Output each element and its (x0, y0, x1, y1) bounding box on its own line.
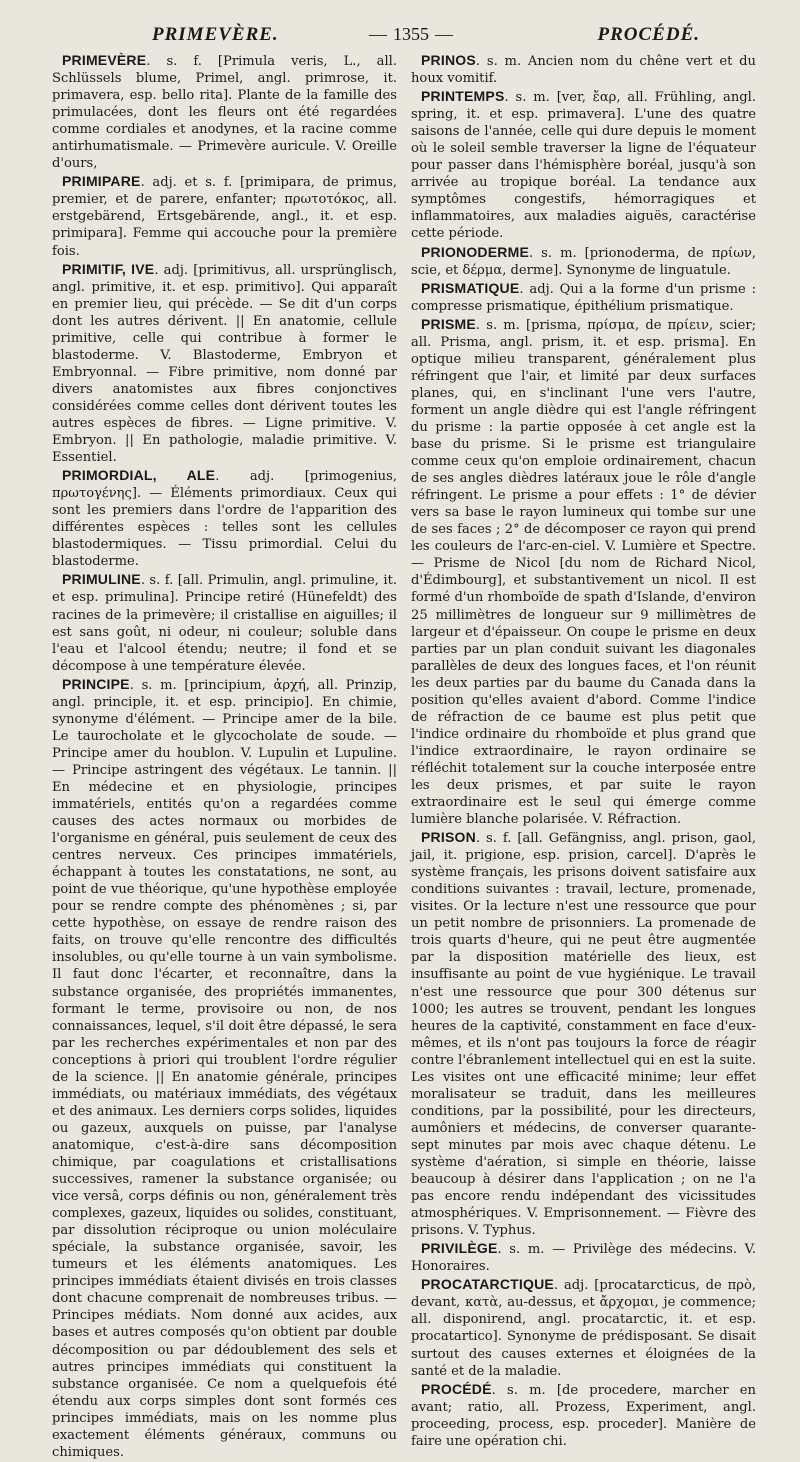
dictionary-entry (411, 280, 756, 315)
entry-body: . s. m. [de procedere, marcher en avant; ratio, all. Prozess, Experiment, angl. proceeding, process, esp. proceder]. Manière de faire une opération chi. (411, 1382, 756, 1449)
entry-headword: PRIMIPARE (62, 173, 141, 190)
entry-body: . s. m. [principium, ἀρχή, all. Prinzip, angl. principle, it. et esp. principio]. En chimie, synonyme d'élément. — Principe amer de la bile. Le taurocholate et le glycocholate de soude. — Principe amer du houblon. V. Lupulin et Lupuline. — Principe astringent des végétaux. Le tannin. || En médecine et en physiologie, principes immatériels, entités qu'on a regardées comme causes des actes normaux ou morbides de l'organisme en général, puis seulement de ceux des centres nerveux. Ces principes immatériels, échappant à toutes les constatations, ne sont, au point de vue théorique, qu'une hypothèse employée pour se rendre compte des phénomènes ; si, par cette hypothèse, on essaye de rendre raison des faits, on trouve qu'elle rencontre des difficultés insolubles, ou qu'elle tourne à un vain symbolisme. Il faut donc l'écarter, et reconnaître, dans la substance organisée, des propriétés immanentes, formant le terme, provisoire ou non, de nos connaissances, lequel, s'il doit être dépassé, le sera par les recherches expérimentales et non par des conceptions à priori qui troublent l'ordre régulier de la science. || En anatomie générale, principes immédiats, ou matériaux immédiats, des végétaux et des animaux. Les derniers corps solides, liquides ou gazeux, auxquels on puisse, par l'analyse anatomique, c'est-à-dire sans décomposition chimique, par coagulations et cristallisations successives, ramener la substance organisée; ou vice versâ, corps définis ou non, généralement très complexes, gazeux, liquides ou solides, constituant, par dissolution réciproque ou union moléculaire spéciale, la substance organisée, savoir, les tumeurs et les éléments anatomiques. Les principes immédiats étaient divisés en trois classes dont chacune comprenait de nombreuses tribus. — Principes médiats. Nom donné aux acides, aux bases et autres composés qu'on obtient par double décomposition ou par dédoublement des sels et autres principes immédiats qui constituent la substance organisée. Ce nom a quelquefois été étendu aux corps simples dont sont formés ces principes immédiats, mais on les nomme plus exactement éléments généraux, communs ou chimiques. (52, 677, 397, 1460)
page-number-wrap: — 1355 — (369, 24, 453, 44)
right-column (411, 52, 756, 1462)
entry-headword: PROCÉDÉ (421, 1380, 492, 1397)
dictionary-entry (411, 829, 756, 1239)
entry-headword: PRISMATIQUE (421, 279, 520, 296)
entry-headword: PRINCIPE (62, 675, 130, 692)
entry-body: . s. m. — Privilège des médecins. V. Honoraires. (411, 1242, 756, 1275)
dictionary-entry (52, 173, 397, 259)
entry-body: . s. m. Ancien nom du chêne vert et du houx vomitif. (411, 54, 756, 87)
entry-body: . s. m. [prisma, πρίσμα, de πρίειν, scier; all. Prisma, angl. prism, it. et esp. prisma]. En optique milieu transparent, généralement plus réfringent que l'air, et limité par deux surfaces planes, qui, en s'inclinant l'une vers l'autre, forment un angle dièdre qui est l'angle réfringent du prisme : la partie opposée à cet angle est la base du prisme. Si le prisme est triangulaire comme ceux qu'on emploie ordinairement, chacun de ses angles dièdres latéraux joue le rôle d'angle réfringent. Le prisme a pour effets : 1° de dévier vers sa base le rayon lumineux qui tombe sur une de ses faces ; 2° de décomposer ce rayon qui prend les couleurs de l'arc-en-ciel. V. Lumière et Spectre. — Prisme de Nicol [du nom de Richard Nicol, d'Édimbourg], et substantivement un nicol. Il est formé d'un rhomboïde de spath d'Islande, d'environ 25 millimètres de longueur sur 9 millimètres de largeur et d'épaisseur. On coupe le prisme en deux parties par un plan conduit suivant les diagonales parallèles de deux des longues faces, et l'on réunit les deux parties par du baume du Canada dans la position qu'elles avaient d'abord. Comme l'indice de réfraction de ce baume est plus petit que l'indice ordinaire du rhomboïde et plus grand que l'indice extraordinaire, le rayon ordinaire se réfléchit totalement sur la couche interposée entre les deux prismes, et par suite le rayon extraordinaire est le seul qui émerge comme lumière blanche polarisée. V. Réfraction. (411, 317, 756, 828)
dictionary-entry (411, 1240, 756, 1275)
dictionary-entry (52, 676, 397, 1461)
dictionary-entry (411, 1381, 756, 1450)
entry-body: . adj. et s. f. [primipara, de primus, premier, et de parere, enfanter; πρωτοτόκος, all. erstgebärend, Ertsgebärende, angl., it. et esp. primipara]. Femme qui accouche pour la première fois. (52, 175, 397, 259)
entry-headword: PRINTEMPS (421, 88, 505, 105)
entry-headword: PRIONODERME (421, 243, 529, 260)
dictionary-entry (411, 88, 756, 242)
entry-body: . adj. Qui a la forme d'un prisme : compresse prismatique, épithélium prismatique. (411, 281, 756, 314)
left-column (52, 52, 397, 1462)
running-head-left: PRIMEVÈRE. (152, 24, 279, 45)
entry-body: . s. f. [Primula veris, L., all. Schlüssels blume, Primel, angl. primrose, it. primavera, esp. bello rita]. Plante de la famille des primulacées, dont les fleurs ont été regardées comme cordiales et anodynes, et la racine comme antirhumatismale. — Primevère auricule. V. Oreille d'ours, (52, 54, 397, 172)
entry-headword: PRIMULINE (62, 571, 141, 588)
entry-headword: PRIMITIF, IVE (62, 260, 155, 277)
dictionary-entry (411, 52, 756, 87)
dictionary-entry (411, 1276, 756, 1379)
text-columns (52, 52, 770, 1462)
entry-headword: PRINOS (421, 52, 476, 68)
entry-body: . adj. [primitivus, all. ursprünglisch, angl. primitive, it. et esp. primitivo]. Qui apparaît en premier lieu, qui précède. — Se dit d'un corps dont les autres dérivent. || En anatomie, cellule primitive, celle qui contribue à former le blastoderme. V. Blastoderme, Embryon et Embryonnal. — Fibre primitive, nom donné par divers anatomistes aux fibres conjonctives considérées comme celles dont dérivent toutes les autres espèces de fibres. — Ligne primitive. V. Embryon. || En pathologie, maladie primitive. V. Essentiel. (52, 262, 398, 466)
dictionary-entry (52, 571, 397, 674)
running-head (52, 18, 770, 52)
dictionary-entry (52, 467, 397, 570)
entry-body: . adj. [procatarcticus, de πρὸ, devant, κατὰ, au-dessus, et ἄρχομαι, je commence; all. disponirend, angl. procatarctic, it. et esp. procatartico]. Synonyme de prédisposant. Se disait surtout des causes externes et éloignées de la santé et de la maladie. (411, 1278, 756, 1379)
entry-headword: PRIVILÈGE (421, 1240, 498, 1257)
dictionary-entry (411, 244, 756, 279)
dictionary-entry (411, 316, 756, 828)
entry-headword: PRIMEVÈRE (62, 52, 147, 68)
entry-body: . adj. [primogenius, πρωτογένης]. — Éléments primordiaux. Ceux qui sont les premiers dans l'ordre de l'apparition des différentes espèces : telles sont les cellules blastodermiques. — Tissu primordial. Celui du blastoderme. (52, 469, 398, 570)
entry-headword: PRIMORDIAL, ALE (62, 467, 216, 484)
entry-headword: PRISON (421, 829, 476, 846)
entry-body: . s. f. [all. Gefängniss, angl. prison, gaol, jail, it. prigione, esp. prision, carcel]. D'après le système français, les prisons doivent satisfaire aux conditions suivantes : travail, lecture, promenade, visites. Or la lecture n'est une ressource que pour un petit nombre de prisonniers. La promenade de trois quarts d'heure, qui ne peut être augmentée par la disposition matérielle des lieux, est insuffisante au point de vue hygiénique. Le travail n'est une ressource que pour 300 détenus sur 1000; les autres se trouvent, pendant les longues heures de la captivité, constamment en face d'eux-mêmes, et ils n'ont pas toujours la force de réagir contre l'ébranlement intellectuel qui en est la suite. Les visites ont une efficacité minime; leur effet moralisateur se traduit, dans les meilleures conditions, par la possibilité, pour les directeurs, aumôniers et médecins, de converser quarante-sept minutes par mois avec chaque détenu. Le système d'aération, si simple en théorie, laisse beaucoup à désirer dans l'application ; on ne l'a pas encore rendu indépendant des vicissitudes atmosphériques. V. Emprisonnement. — Fièvre des prisons. V. Typhus. (411, 831, 756, 1239)
dictionary-entry (52, 52, 397, 172)
page-number: 1355 (393, 24, 429, 44)
running-head-right: PROCÉDÉ. (597, 24, 700, 45)
entry-headword: PROCATARCTIQUE (421, 1276, 554, 1293)
entry-body: . s. m. [prionoderma, de πρίων, scie, et δέρμα, derme]. Synonyme de linguatule. (411, 245, 756, 278)
dictionary-entry (52, 261, 397, 467)
entry-body: . s. f. [all. Primulin, angl. primuline, it. et esp. primulina]. Principe retiré (Hünefeldt) des racines de la primevère; il cristallise en aiguilles; il est sans goût, ni odeur, ni couleur; soluble dans l'eau et l'alcool étendu; neutre; il fond et se décompose à une température élevée. (52, 573, 397, 674)
entry-body: . s. m. [ver, ἔαρ, all. Frühling, angl. spring, it. et esp. primavera]. L'une des quatre saisons de l'année, celle qui dure depuis le moment où le soleil semble traverser la ligne de l'équateur pour passer dans l'hémisphère boréal, jusqu'à son arrivée au tropique boréal. La tendance aux symptômes congestifs, hémorragiques et inflammatoires, aux maladies aiguës, caractérise cette période. (411, 90, 756, 242)
entry-headword: PRISME (421, 315, 476, 332)
